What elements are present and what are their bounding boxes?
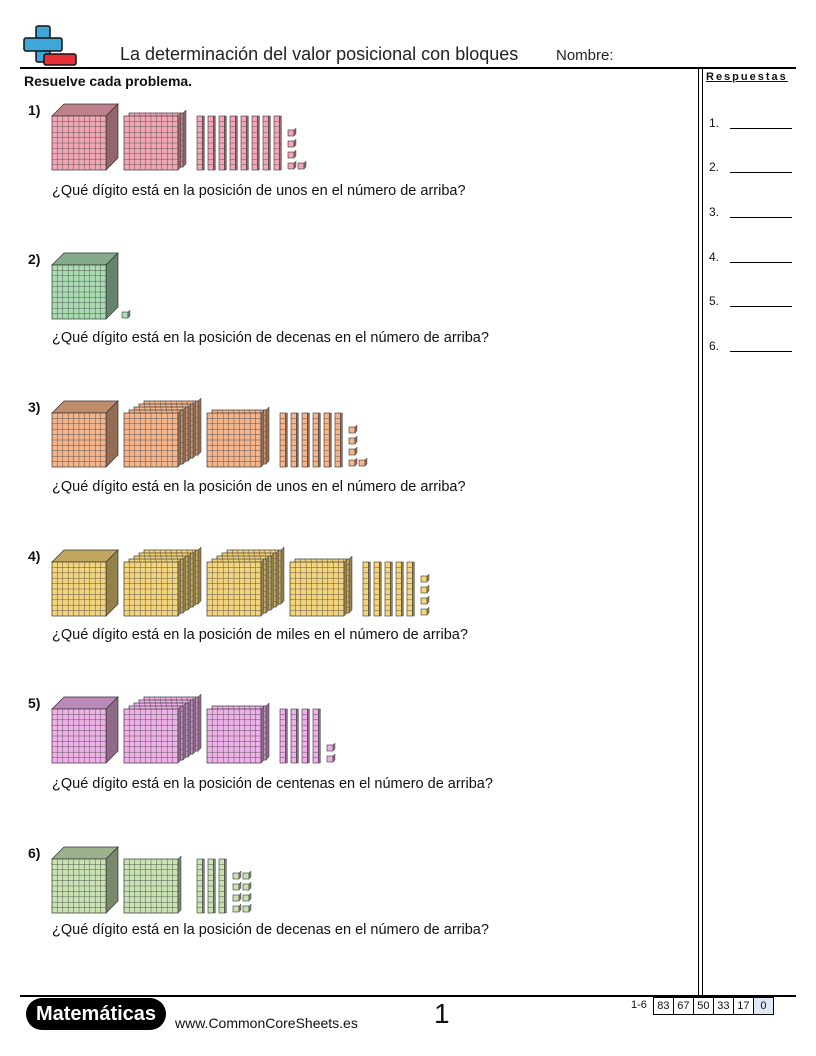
thousand-cube [52, 847, 118, 913]
answer-column-divider [698, 68, 699, 996]
one-unit [243, 893, 251, 901]
one-unit [349, 425, 357, 433]
problem-number: 5) [28, 695, 41, 711]
answer-line-1[interactable]: 1. [709, 116, 729, 130]
page-number: 1 [434, 998, 450, 1029]
hundred-flat [124, 706, 181, 763]
problem-question: ¿Qué dígito está en la posición de unos en el número de arriba? [52, 479, 466, 495]
answer-line-5[interactable]: 5. [709, 294, 729, 308]
ten-rod [302, 709, 309, 763]
problem-number: 6) [28, 845, 41, 861]
problem-5 [0, 695, 690, 835]
one-unit [421, 596, 429, 604]
ten-rod [274, 116, 281, 170]
one-unit [421, 574, 429, 582]
ten-rod [374, 562, 381, 616]
score-cell: 67 [674, 997, 694, 1015]
answers-heading: Respuestas [706, 71, 788, 83]
hundred-flat [207, 559, 264, 616]
ten-rod [197, 116, 204, 170]
ten-rod [385, 562, 392, 616]
ten-rod [363, 562, 370, 616]
one-unit [288, 150, 296, 158]
base-ten-blocks [50, 251, 670, 321]
ten-rod [324, 413, 331, 467]
one-unit [288, 139, 296, 147]
base-ten-blocks [50, 845, 670, 915]
base-ten-blocks [50, 399, 670, 469]
problem-question: ¿Qué dígito está en la posición de miles en el número de arriba? [52, 627, 468, 643]
base-ten-blocks [50, 102, 670, 172]
ten-rod [197, 859, 204, 913]
score-table [628, 997, 774, 1015]
score-cell: 17 [734, 997, 754, 1015]
score-cell: 0 [754, 997, 774, 1015]
one-unit [288, 161, 296, 169]
score-cell: 50 [694, 997, 714, 1015]
one-unit [288, 128, 296, 136]
ten-rod [219, 859, 226, 913]
one-unit [233, 893, 241, 901]
one-unit [298, 161, 306, 169]
one-unit [359, 458, 367, 466]
problem-2 [0, 251, 690, 391]
problem-number: 3) [28, 399, 41, 415]
base-ten-blocks [50, 548, 670, 618]
problem-number: 4) [28, 548, 41, 564]
score-range-label: 1-6 [631, 999, 647, 1011]
answer-column-divider [702, 68, 703, 996]
one-unit [349, 436, 357, 444]
problem-number: 2) [28, 251, 41, 267]
one-unit [349, 458, 357, 466]
problem-6 [0, 845, 690, 985]
one-unit [243, 882, 251, 890]
one-unit [421, 607, 429, 615]
ten-rod [230, 116, 237, 170]
answer-line-2[interactable]: 2. [709, 160, 729, 174]
hundred-flat [290, 559, 347, 616]
one-unit [327, 743, 335, 751]
ten-rod [280, 709, 287, 763]
one-unit [327, 754, 335, 762]
website-link[interactable]: www.CommonCoreSheets.es [175, 1015, 358, 1031]
hundred-flat [207, 410, 264, 467]
hundred-flat [124, 113, 181, 170]
one-unit [233, 882, 241, 890]
ten-rod [241, 116, 248, 170]
ten-rod [208, 859, 215, 913]
page-title: La determinación del valor posicional con bloques [120, 44, 519, 64]
answer-line-3[interactable]: 3. [709, 205, 729, 219]
one-unit [349, 447, 357, 455]
ten-rod [252, 116, 259, 170]
thousand-cube [52, 697, 118, 763]
one-unit [421, 585, 429, 593]
answer-line-6[interactable]: 6. [709, 339, 729, 353]
thousand-cube [52, 104, 118, 170]
header-rule [20, 67, 796, 69]
hundred-flat [124, 410, 181, 467]
thousand-cube [52, 253, 118, 319]
ten-rod [263, 116, 270, 170]
problem-3 [0, 399, 690, 539]
problem-question: ¿Qué dígito está en la posición de centenas en el número de arriba? [52, 776, 493, 792]
hundred-flat [124, 559, 181, 616]
score-cell: 83 [653, 997, 674, 1015]
hundred-flat [207, 706, 264, 763]
one-unit [243, 904, 251, 912]
base-ten-blocks [50, 695, 670, 765]
problem-question: ¿Qué dígito está en la posición de decenas en el número de arriba? [52, 922, 489, 938]
thousand-cube [52, 550, 118, 616]
problem-question: ¿Qué dígito está en la posición de unos en el número de arriba? [52, 183, 466, 199]
logo-icon [22, 24, 78, 68]
instructions: Resuelve cada problema. [24, 73, 193, 89]
hundred-flat [124, 856, 181, 913]
problem-question: ¿Qué dígito está en la posición de decenas en el número de arriba? [52, 330, 489, 346]
ten-rod [302, 413, 309, 467]
ten-rod [396, 562, 403, 616]
ten-rod [280, 413, 287, 467]
problem-4 [0, 548, 690, 688]
ten-rod [208, 116, 215, 170]
ten-rod [335, 413, 342, 467]
ten-rod [313, 413, 320, 467]
ten-rod [219, 116, 226, 170]
problem-number: 1) [28, 102, 41, 118]
ten-rod [313, 709, 320, 763]
one-unit [233, 871, 241, 879]
problem-1 [0, 102, 690, 242]
one-unit [233, 904, 241, 912]
one-unit [243, 871, 251, 879]
thousand-cube [52, 401, 118, 467]
name-label: Nombre: [556, 47, 614, 64]
one-unit [122, 310, 130, 318]
ten-rod [291, 709, 298, 763]
ten-rod [291, 413, 298, 467]
score-cell: 33 [714, 997, 734, 1015]
answer-line-4[interactable]: 4. [709, 250, 729, 264]
ten-rod [407, 562, 414, 616]
brand-badge: Matemáticas [26, 998, 166, 1030]
